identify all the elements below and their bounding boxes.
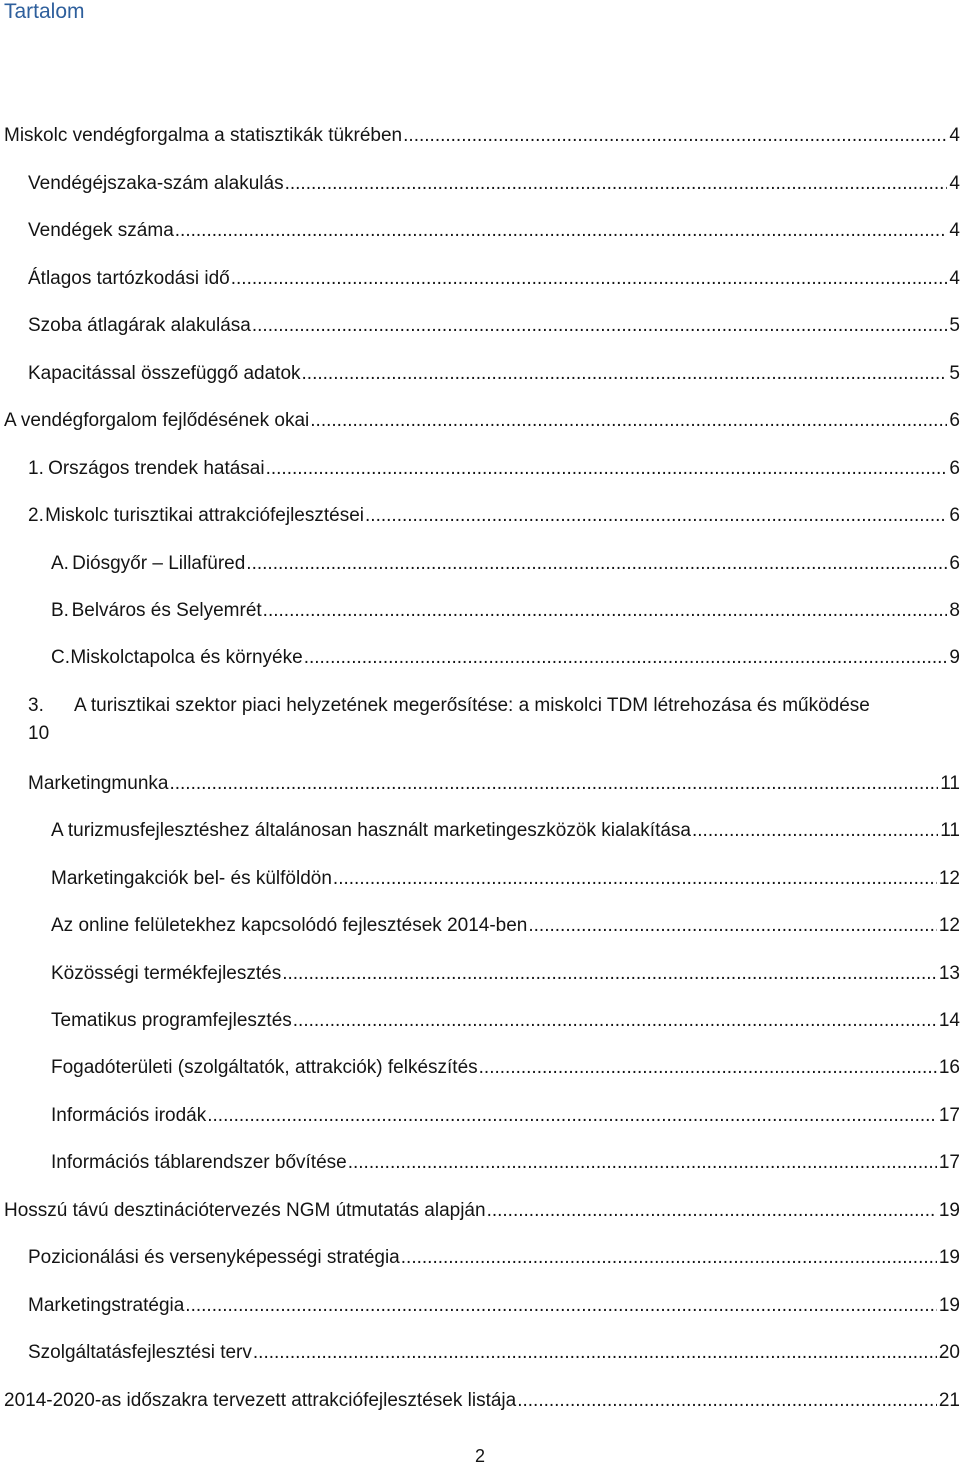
toc-entry-number: C. — [51, 647, 70, 668]
toc-entry[interactable] — [51, 644, 960, 672]
toc-entry-label: Miskolc turisztikai attrakciófejlesztései — [45, 505, 365, 526]
toc-entry[interactable] — [4, 122, 960, 150]
toc-entry-label: Vendégek száma — [28, 220, 174, 241]
toc-entry-label: Marketingstratégia — [28, 1295, 185, 1316]
toc-entry-label: Belváros és Selyemrét — [71, 600, 262, 621]
toc-entry-page: 19 — [938, 1295, 960, 1316]
page-number: 2 — [474, 1446, 485, 1466]
toc-entry-label: Marketingakciók bel- és külföldön — [51, 868, 332, 889]
toc-entry-page: 4 — [949, 220, 960, 241]
toc-entry-page: 5 — [949, 363, 960, 384]
dot-leader — [365, 502, 947, 530]
toc-entry-label: Információs irodák — [51, 1105, 207, 1126]
dot-leader — [246, 550, 947, 578]
toc-entry-page: 12 — [938, 868, 960, 889]
dot-leader — [293, 1007, 937, 1035]
toc-entry-label: Országos trendek hatásai — [48, 458, 265, 479]
toc-entry[interactable] — [4, 1197, 960, 1225]
toc-entry[interactable] — [51, 865, 960, 893]
toc-entry-page: 9 — [949, 647, 960, 668]
toc-entry-number: 1. — [28, 458, 44, 479]
toc-entry-page: 6 — [949, 410, 960, 431]
toc-entry-page: 21 — [938, 1390, 960, 1411]
toc-entry[interactable] — [51, 1149, 960, 1177]
toc-title: Tartalom — [4, 0, 85, 23]
toc-entry-label: Vendégéjszaka-szám alakulás — [28, 173, 284, 194]
toc-entry-page: 6 — [949, 553, 960, 574]
dot-leader — [252, 312, 948, 340]
dot-leader — [302, 360, 948, 388]
toc-entry-label: A turisztikai szektor piaci helyzetének megerősítése: a miskolci TDM létrehozása és működése — [74, 695, 870, 716]
toc-entry-label: Miskolc vendégforgalma a statisztikák tükrében — [4, 125, 403, 146]
dot-leader — [266, 455, 948, 483]
toc-entry[interactable] — [28, 265, 960, 293]
toc-entry-label: Szolgáltatásfejlesztési terv — [28, 1342, 252, 1363]
toc-entry-label: Közösségi termékfejlesztés — [51, 963, 282, 984]
dot-leader — [231, 265, 948, 293]
toc-entry-number: B. — [51, 600, 69, 621]
dot-leader — [310, 407, 947, 435]
dot-leader — [285, 170, 948, 198]
toc-entry-page: 8 — [949, 600, 960, 621]
dot-leader — [487, 1197, 937, 1225]
toc-entry-page: 16 — [938, 1057, 960, 1078]
dot-leader — [282, 960, 937, 988]
toc-entry-page: 5 — [949, 315, 960, 336]
toc-entry-page: 19 — [938, 1247, 960, 1268]
toc-entry[interactable] — [51, 550, 960, 578]
toc-entry-page: 19 — [938, 1200, 960, 1221]
toc-entry[interactable] — [51, 817, 960, 845]
toc-entry[interactable] — [28, 1244, 960, 1272]
toc-entry-page: 4 — [949, 173, 960, 194]
toc-entry-number: 3. — [28, 695, 44, 716]
toc-entry[interactable] — [4, 407, 960, 435]
dot-leader — [401, 1244, 937, 1272]
dot-leader — [175, 217, 948, 245]
toc-entry-label: Tematikus programfejlesztés — [51, 1010, 292, 1031]
dot-leader — [253, 1339, 937, 1367]
toc-entry-page: 17 — [938, 1152, 960, 1173]
toc-entry[interactable] — [28, 692, 956, 748]
toc-entry-label: Kapacitással összefüggő adatok — [28, 363, 301, 384]
toc-entry[interactable] — [51, 1102, 960, 1130]
toc-entry[interactable] — [28, 770, 960, 798]
toc-entry-label: Az online felületekhez kapcsolódó fejlesztések 2014-ben — [51, 915, 528, 936]
toc-entry-label: Diósgyőr – Lillafüred — [72, 553, 246, 574]
dot-leader — [333, 865, 937, 893]
toc-entry-page: 4 — [949, 125, 960, 146]
toc-entry-page: 11 — [940, 820, 960, 841]
dot-leader — [169, 770, 938, 798]
dot-leader — [692, 817, 938, 845]
toc-entry-label: Miskolctapolca és környéke — [70, 647, 303, 668]
dot-leader — [185, 1292, 937, 1320]
toc-entry-page: 12 — [938, 915, 960, 936]
toc-entry[interactable] — [28, 360, 960, 388]
toc-entry-label: Pozicionálási és versenyképességi stratégia — [28, 1247, 400, 1268]
toc-entry-number: 2. — [28, 505, 44, 526]
dot-leader — [348, 1149, 937, 1177]
toc-entry[interactable] — [51, 912, 960, 940]
toc-entry-label: A turizmusfejlesztéshez általánosan használt marketingeszközök kialakítása — [51, 820, 691, 841]
toc-entry[interactable] — [28, 312, 960, 340]
dot-leader — [304, 644, 948, 672]
toc-entry[interactable] — [28, 502, 960, 530]
toc-entry[interactable] — [51, 597, 960, 625]
dot-leader — [263, 597, 948, 625]
toc-entry[interactable] — [28, 170, 960, 198]
dot-leader — [528, 912, 936, 940]
toc-entry[interactable] — [51, 1007, 960, 1035]
toc-entry-page: 20 — [938, 1342, 960, 1363]
toc-entry-page: 6 — [949, 505, 960, 526]
toc-entry-page: 17 — [938, 1105, 960, 1126]
toc-entry-page: 10 — [28, 723, 50, 744]
dot-leader — [403, 122, 947, 150]
toc-entry-page: 11 — [940, 773, 960, 794]
toc-entry[interactable] — [28, 455, 960, 483]
toc-entry-label: Hosszú távú desztinációtervezés NGM útmutatás alapján — [4, 1200, 486, 1221]
toc-entry-label: Információs táblarendszer bővítése — [51, 1152, 347, 1173]
toc-entry[interactable] — [28, 1339, 960, 1367]
toc-entry-label: Marketingmunka — [28, 773, 169, 794]
toc-entry-label: Átlagos tartózkodási idő — [28, 268, 230, 289]
toc-entry-page: 13 — [938, 963, 960, 984]
toc-entry-label: 2014-2020-as időszakra tervezett attrakciófejlesztések listája — [4, 1390, 517, 1411]
toc-entry[interactable] — [28, 217, 960, 245]
toc-entry[interactable] — [51, 1054, 960, 1082]
toc-entry-page: 4 — [949, 268, 960, 289]
toc-entry-page: 14 — [938, 1010, 960, 1031]
toc-entry-page: 6 — [949, 458, 960, 479]
toc-entry[interactable] — [28, 1292, 960, 1320]
toc-entry[interactable] — [51, 960, 960, 988]
toc-entry[interactable] — [4, 1387, 960, 1415]
toc-entry-label: Fogadóterületi (szolgáltatók, attrakciók) felkészítés — [51, 1057, 478, 1078]
dot-leader — [479, 1054, 937, 1082]
dot-leader — [517, 1387, 937, 1415]
toc-entry-number: A. — [51, 553, 69, 574]
dot-leader — [207, 1102, 937, 1130]
toc-entry-label: Szoba átlagárak alakulása — [28, 315, 251, 336]
toc-entry-label: A vendégforgalom fejlődésének okai — [4, 410, 310, 431]
